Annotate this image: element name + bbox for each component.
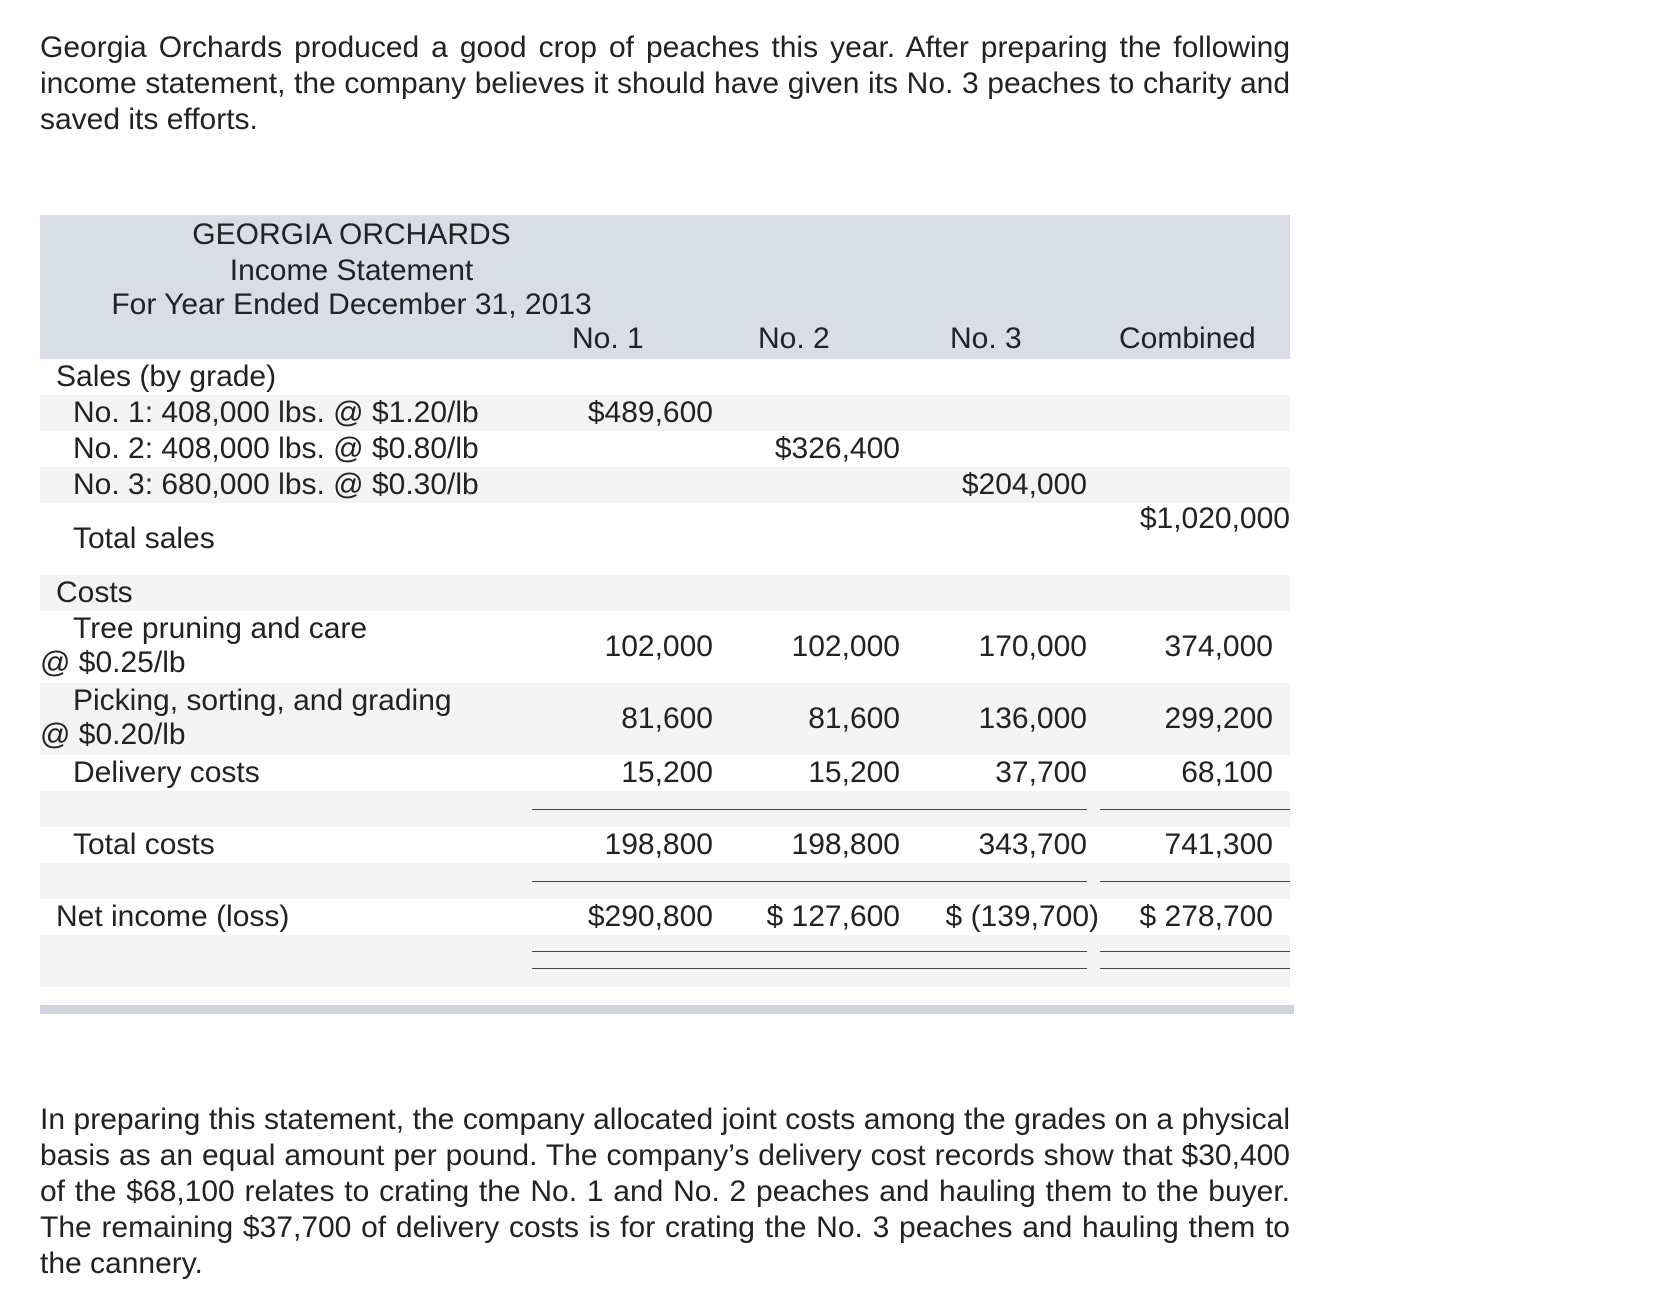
cost-value-combined: 299,200 [1164, 702, 1273, 735]
intro-paragraph: Georgia Orchards produced a good crop of peaches this year. After preparing the following income statement, the company believes it should have given its No. 3 peaches to charity and saved its efforts. [40, 31, 1290, 136]
cost-label-line1: Delivery costs [73, 756, 260, 789]
sales-heading-row [40, 359, 1290, 395]
column-header-combined: Combined [1119, 322, 1256, 355]
total-sales-row [40, 503, 1290, 575]
net-income-combined: $ 278,700 [1139, 900, 1273, 933]
sales-label-no2: No. 2: 408,000 lbs. @ $0.80/lb [73, 432, 479, 465]
total-costs-label: Total costs [73, 828, 215, 861]
table-row [40, 431, 1290, 467]
net-income-no2: $ 127,600 [766, 900, 900, 933]
underline-row [40, 791, 1290, 827]
cost-value-no1: 81,600 [621, 702, 713, 735]
underline [705, 968, 900, 969]
underline [705, 951, 900, 952]
underline-row [40, 863, 1290, 899]
cost-value-no1: 102,000 [604, 630, 713, 663]
table-row [40, 755, 1290, 791]
net-income-no1: $290,800 [587, 900, 713, 933]
total-costs-row [40, 827, 1290, 863]
underline [1100, 809, 1290, 810]
costs-heading-row [40, 575, 1290, 611]
cost-value-no3: 170,000 [978, 630, 1087, 663]
column-header-no3: No. 3 [950, 322, 1022, 355]
table-row [40, 611, 1290, 683]
table-row [40, 683, 1290, 755]
total-costs-no1: 198,800 [604, 828, 713, 861]
sales-value-no1: $489,600 [587, 396, 713, 429]
total-sales-combined: $1,020,000 [1139, 502, 1290, 535]
closing-paragraph: In preparing this statement, the company allocated joint costs among the grades on a physical basis as an equal amount per pound. The company’s delivery cost records show that $30,400 of the $68,100 relates to crating the No. 1 and No. 2 peaches and hauling them to the buyer. The remaining $37,700 of delivery costs is for crating the No. 3 peaches and hauling them to the cannery. [40, 1103, 1290, 1280]
table-row [40, 467, 1290, 503]
sales-value-no3: $204,000 [961, 468, 1087, 501]
column-header-no2: No. 2 [758, 322, 830, 355]
total-costs-no2: 198,800 [791, 828, 900, 861]
total-costs-combined: 741,300 [1164, 828, 1273, 861]
cost-value-no1: 15,200 [621, 756, 713, 789]
cost-value-combined: 374,000 [1164, 630, 1273, 663]
underline [892, 809, 1087, 810]
double-underline-row [40, 935, 1290, 987]
costs-heading: Costs [56, 576, 133, 609]
underline [532, 951, 713, 952]
underline [705, 809, 900, 810]
underline [705, 881, 900, 882]
underline [892, 951, 1087, 952]
underline [892, 881, 1087, 882]
underline [532, 881, 713, 882]
net-income-no3: $ (139,700) [945, 900, 1099, 933]
sales-heading: Sales (by grade) [56, 360, 277, 393]
underline [1100, 881, 1290, 882]
sales-label-no1: No. 1: 408,000 lbs. @ $1.20/lb [73, 396, 479, 429]
cost-label-line2: @ $0.25/lb [40, 646, 186, 679]
cost-value-no3: 136,000 [978, 702, 1087, 735]
sales-label-no3: No. 3: 680,000 lbs. @ $0.30/lb [73, 468, 479, 501]
cost-label-line1: Picking, sorting, and grading [73, 684, 452, 717]
underline [1100, 968, 1290, 969]
net-income-row [40, 899, 1290, 935]
cost-value-no3: 37,700 [995, 756, 1087, 789]
cost-value-no2: 102,000 [791, 630, 900, 663]
total-sales-label: Total sales [73, 522, 215, 555]
table-bottom-bar [40, 1005, 1294, 1014]
cost-label-line2: @ $0.20/lb [40, 718, 186, 751]
net-income-label: Net income (loss) [56, 900, 290, 933]
table-row [40, 395, 1290, 431]
total-costs-no3: 343,700 [978, 828, 1087, 861]
underline [532, 809, 713, 810]
underline [1100, 951, 1290, 952]
statement-header [40, 215, 1290, 359]
cost-value-no2: 15,200 [808, 756, 900, 789]
income-statement [40, 215, 1290, 933]
statement-title: Income Statement [229, 254, 474, 287]
cost-value-no2: 81,600 [808, 702, 900, 735]
cost-value-combined: 68,100 [1181, 756, 1273, 789]
column-header-no1: No. 1 [572, 322, 644, 355]
sales-value-no2: $326,400 [774, 432, 900, 465]
underline [892, 968, 1087, 969]
company-name: GEORGIA ORCHARDS [192, 218, 511, 251]
cost-label-line1: Tree pruning and care [73, 612, 368, 645]
statement-period: For Year Ended December 31, 2013 [111, 288, 592, 321]
underline [532, 968, 713, 969]
